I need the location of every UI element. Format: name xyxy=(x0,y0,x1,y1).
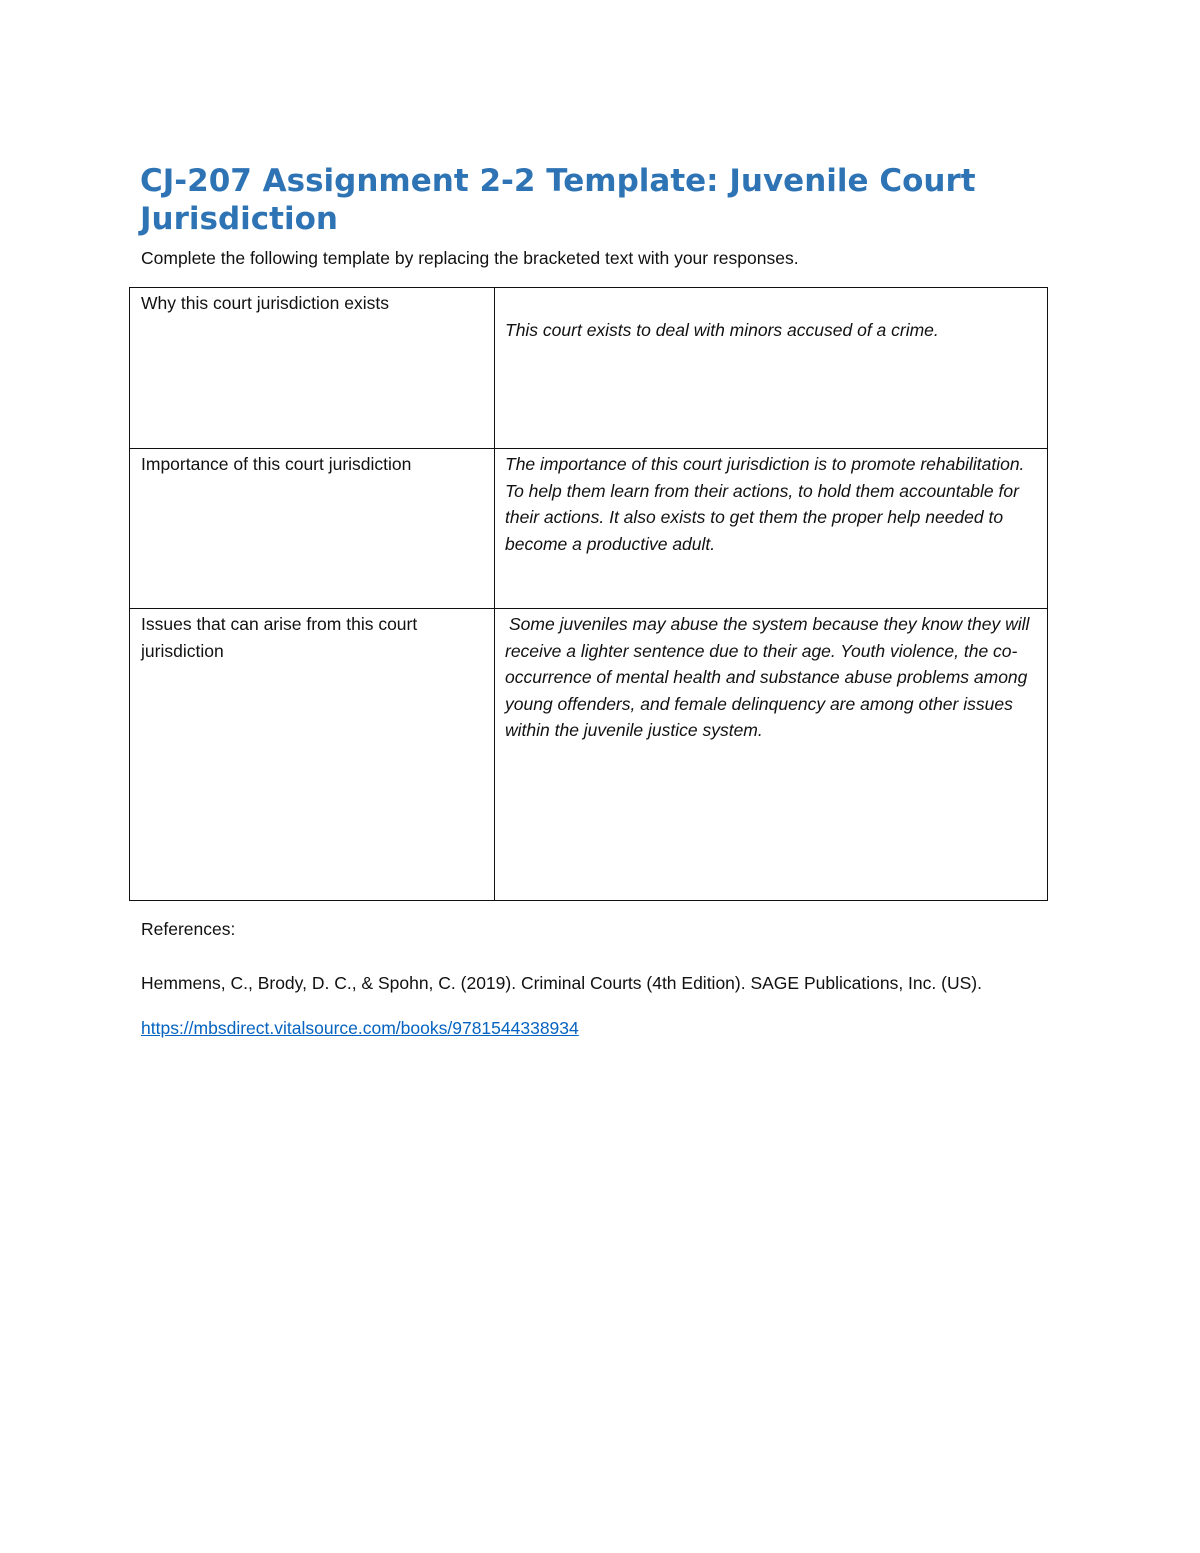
row-label-cell xyxy=(130,449,495,609)
table-row xyxy=(130,288,1048,449)
reference-entry xyxy=(141,961,1041,1051)
response-text[interactable]: This court exists to deal with minors accused of a crime. xyxy=(505,320,939,340)
table-row xyxy=(130,609,1048,901)
response-text[interactable]: The importance of this court jurisdiction is to promote rehabilitation. To help them learn from their actions, to hold them accountable for their actions. It also exists to get them the proper help needed to become a productive adult. xyxy=(505,454,1025,554)
page-title: CJ-207 Assignment 2-2 Template: Juvenile Court Jurisdiction xyxy=(140,163,976,237)
response-cell[interactable] xyxy=(495,449,1048,609)
reference-link[interactable]: https://mbsdirect.vitalsource.com/books/9781544338934 xyxy=(141,1018,579,1038)
row-label-cell xyxy=(130,609,495,901)
references-heading: References: xyxy=(141,919,236,939)
row-label: Importance of this court jurisdiction xyxy=(141,454,412,474)
table-row xyxy=(130,449,1048,609)
row-label-cell xyxy=(130,288,495,449)
template-table xyxy=(129,287,1048,901)
row-label: Issues that can arise from this court jurisdiction xyxy=(141,614,418,661)
response-cell[interactable] xyxy=(495,288,1048,449)
response-text[interactable]: Some juveniles may abuse the system because they know they will receive a lighter sentence due to their age. Youth violence, the co-occurrence of mental health and substance abuse problems among young offenders, and female delinquency are among other issues within the juvenile justice system. xyxy=(505,614,1030,740)
instructions-text: Complete the following template by replacing the bracketed text with your responses. xyxy=(141,248,799,268)
reference-citation: Hemmens, C., Brody, D. C., & Spohn, C. (2019). Criminal Courts (4th Edition). SAGE Publications, Inc. (US). xyxy=(141,973,982,993)
row-label: Why this court jurisdiction exists xyxy=(141,293,389,313)
response-cell[interactable] xyxy=(495,609,1048,901)
